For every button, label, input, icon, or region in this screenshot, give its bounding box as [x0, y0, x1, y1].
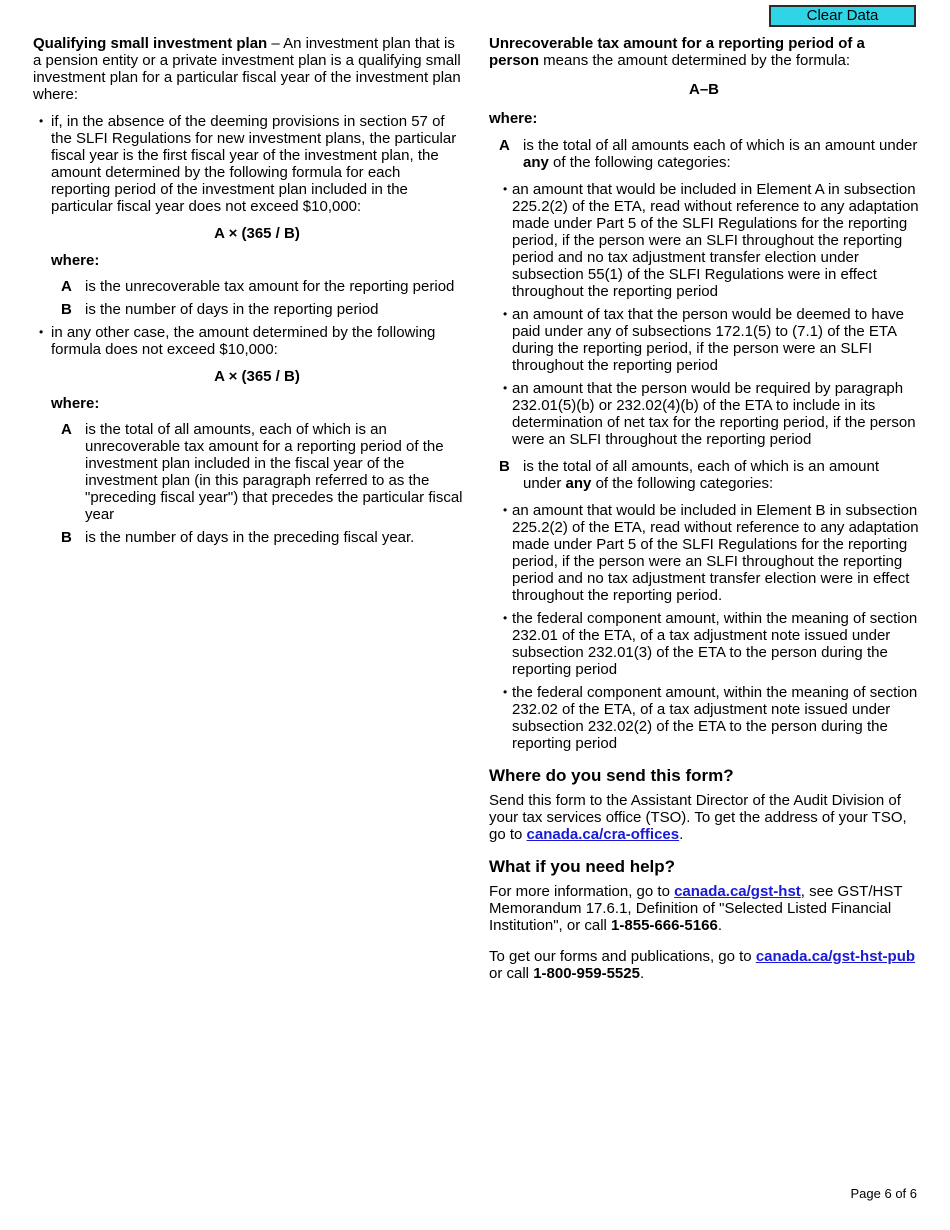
help-phone: 1-855-666-5166 — [611, 917, 718, 934]
page-number: Page 6 of 6 — [850, 1186, 917, 1201]
unrecoverable-tax-term: Unrecoverable tax amount for a reporting period of a person — [489, 35, 865, 69]
definition-text: of the following categories: — [548, 154, 731, 171]
help-text-part: , see GST/HST Memorandum 17.6.1, Definition of "Selected Listed Financial Institution", or call — [489, 883, 903, 934]
right-column — [489, 35, 919, 982]
publications-text-part: or call — [489, 965, 534, 982]
definition-a — [61, 278, 463, 295]
definition-a — [61, 421, 463, 523]
punctuation: . — [679, 826, 684, 843]
definition-text: is the total of all amounts each of which is an amount under — [523, 137, 918, 154]
variable-letter: A — [61, 421, 72, 438]
definition-text: is the unrecoverable tax amount for the reporting period — [85, 278, 455, 295]
definition-b — [61, 301, 463, 318]
list-item: • an amount that would be included in Element B in subsection 225.2(2) of the ETA, read without reference to any adaptation made under Part 5 of the SLFI Regulations for the reporting period, if the person were an SLFI throughout the reporting period and no tax adjustment transfer election were in effect throughout the reporting period. — [489, 502, 919, 604]
list-item: • the federal component amount, within the meaning of section 232.01 of the ETA, of a tax adjustment note issued under subsection 232.01(3) of the ETA to the person during the reporting period — [489, 610, 919, 678]
definition-text: of the following categories: — [591, 475, 774, 492]
formula: A × (365 / B) — [214, 368, 300, 385]
clear-data-button[interactable]: Clear Data — [769, 5, 916, 27]
help-text-part: For more information, go to — [489, 883, 675, 900]
definition-text: is the total of all amounts, each of which is an unrecoverable tax amount for a reporting period of the investment plan included in the fiscal year of the investment plan (in this paragraph referred to as the "preceding fiscal year") that precedes the particular fiscal year — [85, 421, 463, 523]
gst-hst-pub-link[interactable]: canada.ca/gst-hst-pub — [755, 948, 916, 965]
definition-text: is the number of days in the preceding fiscal year. — [85, 529, 415, 546]
condition-first-year: if, in the absence of the deeming provisions in section 57 of the SLFI Regulations for new investment plans, the particular fiscal year is the first fiscal year of the investment plan, the amount determined by the following formula for each reporting period of the investment plan included in the particular fiscal year does not exceed $10,000: — [51, 113, 457, 215]
variable-letter: B — [499, 458, 510, 475]
help-heading: What if you need help? — [489, 857, 676, 876]
definition-text: is the total of all amounts, each of which is an amount under — [523, 458, 880, 492]
list-item: • an amount that the person would be required by paragraph 232.01(5)(b) or 232.02(4)(b) of the ETA to include in its determination of net tax for the reporting period, if the person were an SLFI throughout the reporting period — [489, 380, 919, 448]
formula: A–B — [688, 81, 719, 98]
qsip-term: Qualifying small investment plan — [33, 35, 268, 52]
send-text: Send this form to the Assistant Director of the Audit Division of your tax services office (TSO). To get the address of your TSO, go to — [489, 792, 907, 843]
publications-text — [489, 948, 919, 982]
variable-letter: A — [499, 137, 510, 154]
publications-text-part: To get our forms and publications, go to — [489, 948, 756, 965]
cra-offices-link[interactable]: canada.ca/cra-offices — [526, 826, 680, 843]
where-label: where: — [51, 252, 100, 269]
formula: A × (365 / B) — [214, 225, 300, 242]
definition-a — [499, 137, 919, 171]
left-column — [33, 35, 463, 552]
where-label: where: — [51, 395, 100, 412]
variable-letter: A — [61, 278, 72, 295]
list-item: • an amount that would be included in Element A in subsection 225.2(2) of the ETA, read without reference to any adaptation made under Part 5 of the SLFI Regulations for the reporting period, if the person were an SLFI throughout the reporting period and no tax adjustment transfer election under subsection 55(1) of the SLFI Regulations were in effect throughout the reporting period — [489, 181, 919, 300]
variable-letter: B — [61, 301, 72, 318]
help-text — [489, 883, 919, 934]
definition-b — [61, 529, 463, 546]
a-categories — [489, 181, 919, 448]
emphasis-any: any — [523, 154, 549, 171]
definition-b — [499, 458, 919, 492]
punctuation: . — [639, 965, 645, 982]
gst-hst-link[interactable]: canada.ca/gst-hst — [674, 883, 801, 900]
list-item: • the federal component amount, within the meaning of section 232.02 of the ETA, of a tax adjustment note issued under subsection 232.02(2) of the ETA to the person during the reporting period — [489, 684, 919, 752]
qsip-conditions — [33, 113, 463, 546]
unrecoverable-tax-definition — [489, 35, 919, 69]
send-form-text — [489, 792, 919, 843]
unrecoverable-tax-text: means the amount determined by the formula: — [539, 52, 851, 69]
condition-other-case: in any other case, the amount determined by the following formula does not exceed $10,000: — [51, 324, 436, 358]
list-item — [33, 113, 463, 318]
where-label: where: — [489, 110, 538, 127]
emphasis-any: any — [565, 475, 592, 492]
b-categories — [489, 502, 919, 752]
definition-text: is the number of days in the reporting period — [85, 301, 379, 318]
list-item: • an amount of tax that the person would be deemed to have paid under any of subsections 172.1(5) to (7.1) of the ETA during the reporting period, if the person were an SLFI throughout the reporting period — [489, 306, 919, 374]
qsip-text: – An investment plan that is a pension entity or a private investment plan is a qualifying small investment plan for a particular fiscal year of the investment plan where: — [33, 35, 461, 103]
list-item — [33, 324, 463, 546]
send-form-heading: Where do you send this form? — [489, 766, 734, 785]
qsip-definition — [33, 35, 463, 103]
punctuation: . — [717, 917, 722, 934]
variable-letter: B — [61, 529, 72, 546]
publications-phone: 1-800-959-5525 — [533, 965, 640, 982]
